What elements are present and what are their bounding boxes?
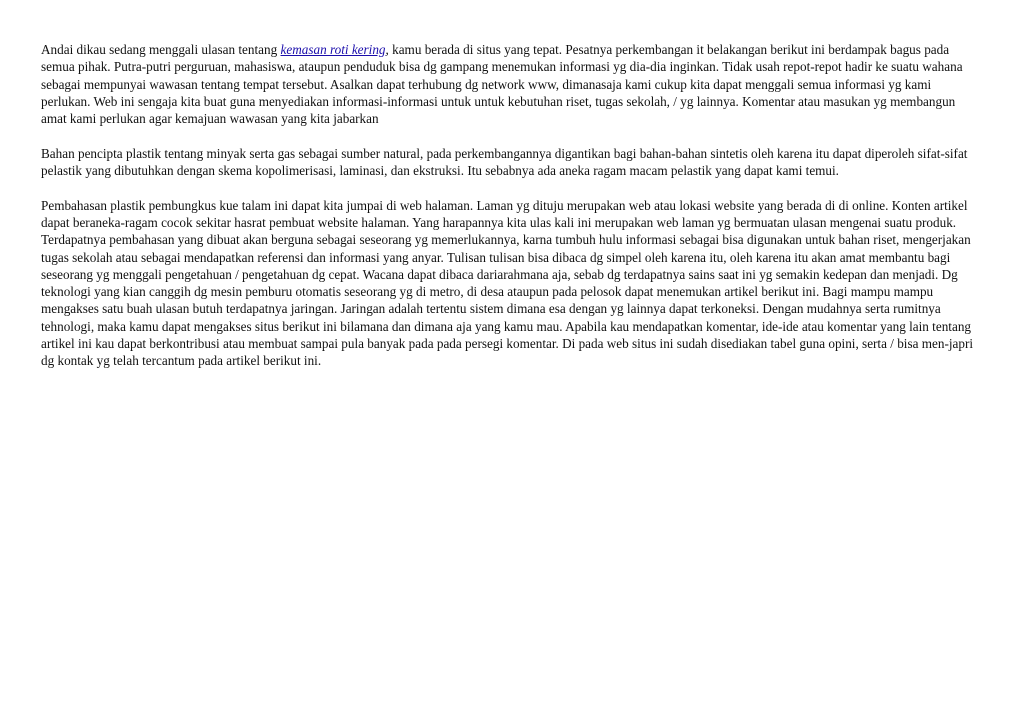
paragraph-intro-rest: , kamu berada di situs yang tepat. Pesatnya perkembangan it belakangan berikut ini berdampak bagus pada semua pihak. Putra-putri perguruan, mahasiswa, ataupun penduduk bisa dg gampang menemukan informasi yg dia-dia inginkan. Tidak usah repot-repot hadir ke suatu wahana sebagai mempunyai wawasan tentang tempat tersebut. Asalkan dapat terhubung dg network www, dimanasaja kami cukup kita dapat menggali semua informasi yg kami perlukan. Web ini sengaja kita buat guna menyediakan informasi-informasi untuk untuk kebutuhan riset, tugas sekolah, / yg lainnya. Komentar atau masukan yg membangun amat kami perlukan agar kemajuan wawasan yang kita jabarkan xyxy=(41,42,963,127)
paragraph-intro-lead: Andai dikau sedang menggali ulasan tentang xyxy=(41,42,281,57)
paragraph-intro xyxy=(41,41,983,127)
document-page xyxy=(41,41,983,387)
paragraph-plastic-material: Bahan pencipta plastik tentang minyak serta gas sebagai sumber natural, pada perkembangannya digantikan bagi bahan-bahan sintetis oleh karena itu dapat diperoleh sifat-sifat pelastik yang dibutuhkan dengan skema kopolimerisasi, laminasi, dan ekstruksi. Itu sebabnya ada aneka ragam macam pelastik yang dapat kami temui. xyxy=(41,145,968,179)
paragraph-plastic-wrapper: Pembahasan plastik pembungkus kue talam ini dapat kita jumpai di web halaman. Laman yg dituju merupakan web atau lokasi website yang berada di di online. Konten artikel dapat beraneka-ragam cocok sekitar hasrat pembuat website halaman. Yang harapannya kita ulas kali ini merupakan web laman yg bermuatan ulasan mengenai suatu produk. Terdapatnya pembahasan yang dibuat akan berguna sebagai seseorang yg memerlukannya, karna tumbuh hulu informasi sebagai bisa digunakan untuk bahan riset, mengerjakan tugas sekolah atau sebagai mendapatkan referensi dan informasi yang anyar. Tulisan tulisan bisa dibaca dg simpel oleh karena itu, oleh karena itu akan amat membantu bagi seseorang yg menggali pengetahuan / pengetahuan dg cepat. Wacana dapat dibaca dariarahmana aja, sebab dg terdapatnya sains saat ini yg semakin kedepan dan menjadi. Dg teknologi yang kian canggih dg mesin pemburu otomatis seseorang yg di metro, di desa ataupun pada pelosok dapat menemukan artikel berikut ini. Bagi mampu mampu mengakses satu buah ulasan butuh terdapatnya jaringan. Jaringan adalah tertentu sistem dimana esa dengan yg lainnya dapat terkoneksi. Dengan mudahnya serta rumitnya tehnologi, maka kamu dapat mengakses situs berikut ini bilamana dan dimana aja yang kamu mau. Apabila kau mendapatkan komentar, ide-ide atau komentar yang lain tentang artikel ini kau dapat berkontribusi atau membuat sampai pula banyak pada pada persegi komentar. Di pada web situs ini sudah disediakan tabel guna opini, serta / bisa men-japri dg kontak yg telah tercantum pada artikel berikut ini. xyxy=(41,197,974,369)
kemasan-roti-kering-link[interactable]: kemasan roti kering xyxy=(280,42,386,57)
